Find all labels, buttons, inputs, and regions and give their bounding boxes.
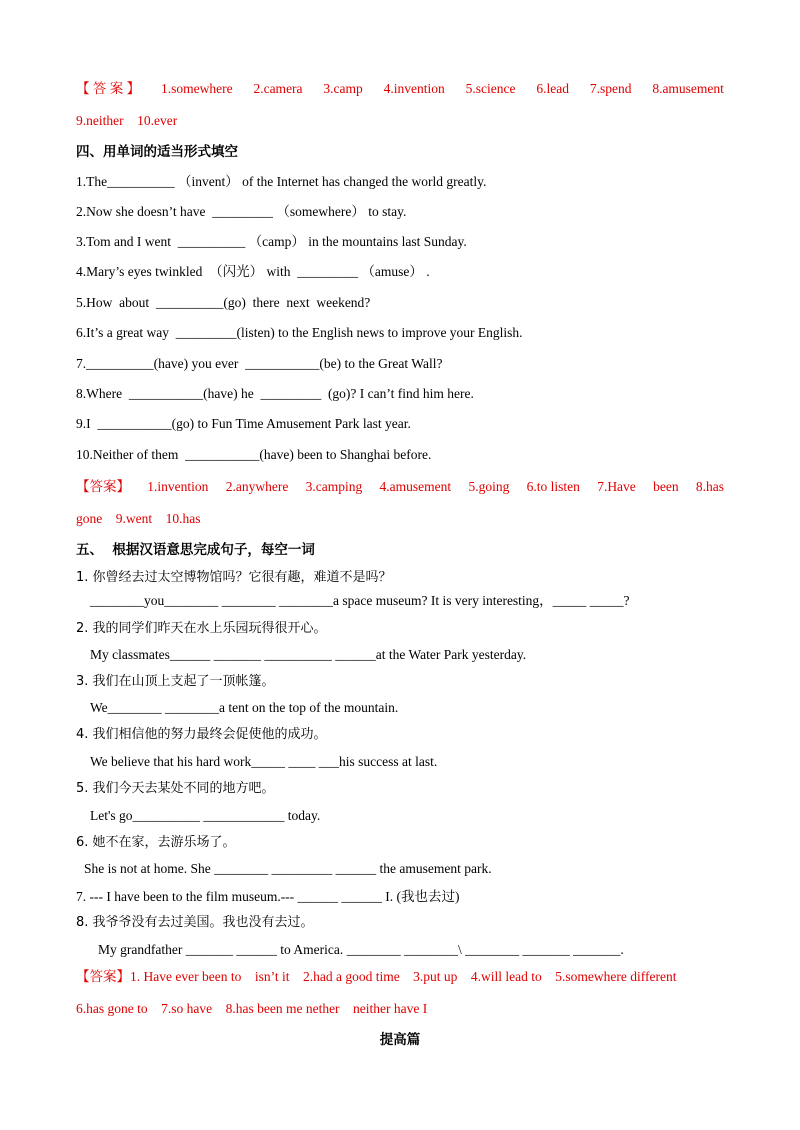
question: 4.Mary’s eyes twinkled （闪光） with _________ （amuse） . (76, 264, 430, 279)
answer-item: 7.Have (597, 479, 636, 494)
section-title: 提高篇 (379, 1032, 421, 1048)
answer-item: 3.camp (323, 81, 363, 96)
answer-prefix: 【答案】 (76, 969, 130, 984)
answer-line: 6.has gone to 7.so have 8.has been me nether neither have I (76, 1001, 428, 1016)
answer-item: 8.has (695, 479, 724, 494)
answer-item: 1.invention (147, 479, 209, 494)
question: 6.It’s a great way _________(listen) to the English news to improve your English. (76, 325, 523, 340)
answer-item: 4.invention (383, 81, 445, 96)
answer-item: 2.camera (253, 81, 303, 96)
section-title: 四、用单词的适当形式填空 (76, 144, 238, 160)
answer-line: 9.neither 10.ever (76, 113, 178, 128)
question: 7.__________(have) you ever ___________(be) to the Great Wall? (76, 356, 443, 371)
answer-prefix: 【答案】 (76, 479, 130, 494)
answer-prefix: 【 答 案 】 (76, 81, 141, 96)
answer-item: 5.science (465, 81, 516, 96)
question: 5.How about __________(go) there next weekend? (76, 295, 371, 310)
question: 9.I ___________(go) to Fun Time Amusement Park last year. (76, 416, 411, 431)
answer-text: 1. Have ever been to isn’t it 2.had a good time 3.put up 4.will lead to 5.somewhere different (130, 969, 677, 984)
question: My classmates______ _______ __________ ______at the Water Park yesterday. (90, 647, 527, 662)
section-title: 五、 根据汉语意思完成句子，每空一词 (76, 542, 315, 558)
chinese-prompt: 5. 我们今天去某处不同的地方吧。 (76, 781, 275, 796)
chinese-prompt: 4. 我们相信他的努力最终会促使他的成功。 (76, 727, 327, 742)
question: She is not at home. She ________ _________ ______ the amusement park. (84, 861, 492, 876)
chinese-prompt: 3. 我们在山顶上支起了一顶帐篷。 (76, 674, 275, 689)
answer-item: 8.amusement (652, 81, 724, 96)
question: We________ ________a tent on the top of the mountain. (90, 700, 399, 715)
question: Let's go__________ ____________ today. (90, 808, 321, 823)
answer-item: 6.lead (536, 81, 569, 96)
chinese-prompt: 1. 你曾经去过太空博物馆吗？它很有趣，难道不是吗？ (76, 570, 392, 585)
chinese-prompt: 6. 她不在家，去游乐场了。 (76, 835, 236, 850)
question: 8.Where ___________(have) he _________ (go)? I can’t find him here. (76, 386, 474, 401)
answer-line (76, 478, 724, 496)
answer-line (76, 968, 677, 986)
answer-item: 4.amusement (379, 479, 452, 494)
answer-item: been (653, 479, 679, 494)
question: 1.The__________ （invent） of the Internet has changed the world greatly. (76, 174, 487, 189)
question: ________you________ ________ ________a space museum? It is very interesting，_____ _____? (90, 593, 630, 608)
answer-item: 7.spend (589, 81, 632, 96)
question: 3.Tom and I went __________ （camp） in the mountains last Sunday. (76, 234, 467, 249)
answer-item: 6.to listen (526, 479, 580, 494)
question: My grandfather _______ ______ to America. ________ ________\ ________ _______ _______. (98, 942, 624, 957)
answer-line: gone 9.went 10.has (76, 511, 201, 526)
question: 7. --- I have been to the film museum.--- ______ ______ I. (我也去过) (76, 889, 460, 904)
answer-line (76, 80, 724, 98)
question: 2.Now she doesn’t have _________ （somewhere） to stay. (76, 204, 407, 219)
answer-item: 2.anywhere (225, 479, 289, 494)
answer-item: 1.somewhere (160, 81, 233, 96)
question: 10.Neither of them ___________(have) been to Shanghai before. (76, 447, 432, 462)
question: We believe that his hard work_____ ____ ___his success at last. (90, 754, 438, 769)
answer-item: 5.going (468, 479, 510, 494)
chinese-prompt: 2. 我的同学们昨天在水上乐园玩得很开心。 (76, 621, 327, 636)
answer-item: 3.camping (305, 479, 363, 494)
chinese-prompt: 8. 我爷爷没有去过美国。我也没有去过。 (76, 915, 314, 930)
